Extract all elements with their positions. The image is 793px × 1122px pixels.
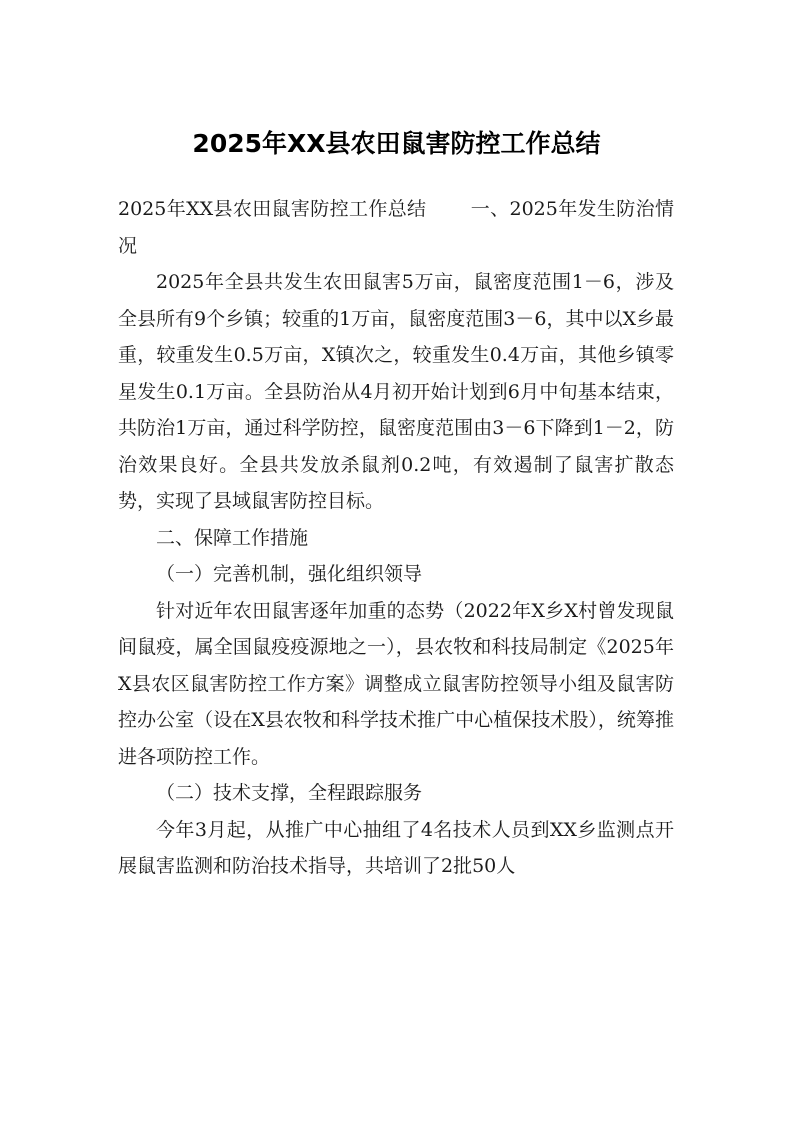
paragraph-organization: 针对近年农田鼠害逐年加重的态势（2022年X乡X村曾发现鼠间鼠疫，属全国鼠疫疫源地之一），县农牧和科技局制定《2025年X县农区鼠害防控工作方案》调整成立鼠害防控领导小组及鼠害防控办公室（设在X县农牧和科学技术推广中心植保技术股），统筹推进各项防控工作。 (118, 599, 674, 768)
subheading-1: （一）完善机制，强化组织领导 (156, 563, 423, 585)
paragraph-occurrence-summary: 2025年全县共发生农田鼠害5万亩，鼠密度范围1－6，涉及全县所有9个乡镇；较重的1万亩，鼠密度范围3－6，其中以X乡最重，较重发生0.5万亩，X镇次之，较重发生0.4万亩，其他乡镇零星发生0.1万亩。全县防治从4月初开始计划到6月中旬基本结束，共防治1万亩，通过科学防控，鼠密度范围由3－6下降到1－2，防治效果良好。全县共发放杀鼠剂0.2吨，有效遏制了鼠害扩散态势，实现了县域鼠害防控目标。 (118, 271, 674, 512)
document-body (118, 191, 674, 885)
subheading-2: （二）技术支撑，全程跟踪服务 (156, 782, 423, 804)
section-heading-1: 一、2025年发生防治情况 (118, 198, 674, 257)
intro-paragraph (118, 191, 674, 264)
intro-heading-repeat: 2025年XX县农田鼠害防控工作总结 (118, 198, 427, 220)
paragraph-technical-support: 今年3月起，从推广中心抽组了4名技术人员到XX乡监测点开展鼠害监测和防治技术指导，共培训了2批50人 (118, 818, 674, 877)
document-title: 2025年XX县农田鼠害防控工作总结 (192, 129, 601, 158)
section-heading-2: 二、保障工作措施 (156, 526, 309, 549)
